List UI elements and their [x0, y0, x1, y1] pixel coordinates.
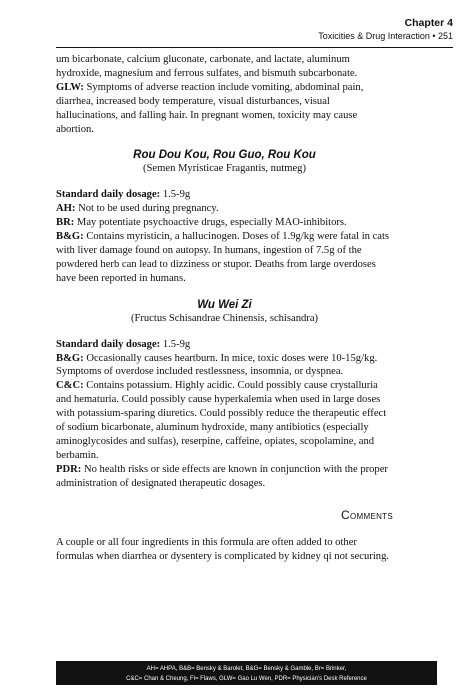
entry-label: C&C:: [56, 380, 84, 392]
entry-text: Occasionally causes heartburn. In mice, toxic doses were 10-15g/kg. Symptoms of overdose included restlessness, insomnia, or dyspnea.: [56, 352, 378, 378]
comments-paragraph: A couple or all four ingredients in this formula are often added to other formulas when diarrhea or dysentery is complicated by kidney qi not securing.: [56, 537, 390, 563]
section-title-schisandra: Wu Wei Zi: [197, 298, 252, 311]
entry-label: GLW:: [56, 81, 84, 93]
entry-label: B&G:: [56, 231, 84, 243]
entry-label: PDR:: [56, 463, 82, 475]
entry-label: Standard daily dosage:: [56, 338, 161, 350]
entry: [56, 216, 393, 230]
entry-label: AH:: [56, 203, 76, 215]
intro-paragraph: um bicarbonate, calcium gluconate, carbonate, and lactate, aluminum hydroxide, magnesium and ferrous sulfates, and bismuth subcarbonate.: [56, 54, 358, 79]
entry: [56, 463, 393, 491]
footer-line-1: AH= AHPA, B&B= Bensky & Barolet, B&G= Bensky & Gamble, Br= Brinker,: [146, 666, 347, 672]
section-subtitle-nutmeg: (Semen Myristicae Fragantis, nutmeg): [143, 163, 306, 175]
entry-text: Contains myristicin, a hallucinogen. Doses of 1.9g/kg were fatal in cats with liver damage found on autopsy. In humans, ingestion of 7.5g of the powdered herb can lead to dizziness or stupor. Deaths from large overdoses have been reported in humans.: [56, 231, 390, 284]
entry-text: 1.5-9g: [160, 338, 191, 350]
page-subtitle: Toxicities & Drug Interaction • 251: [318, 31, 453, 41]
entry: [56, 202, 393, 216]
entry-label: BR:: [56, 217, 75, 229]
entry: [56, 188, 393, 202]
header-rule: [56, 47, 453, 48]
entry-text: 1.5-9g: [160, 189, 191, 201]
entry: [56, 230, 393, 286]
entry-text: No health risks or side effects are known in conjunction with the proper administration of designated therapeutic dosages.: [56, 463, 388, 489]
intro-glw-entry: [56, 81, 393, 137]
page-body: [56, 53, 393, 564]
abbreviations-footer: [56, 661, 437, 685]
section-schisandra: [56, 338, 393, 491]
entry-text: Symptoms of adverse reaction include vomiting, abdominal pain, diarrhea, increased body temperature, visual disturbances, visual hallucinations, and falling hair. In pregnant women, toxicity may cause abortion.: [56, 81, 364, 135]
running-header: [318, 17, 453, 42]
entry-text: Not to be used during pregnancy.: [75, 203, 219, 215]
section-nutmeg: [56, 188, 393, 285]
entry-text: Contains potassium. Highly acidic. Could possibly cause crystalluria and hematuria. Could possibly cause hyperkalemia when used in large doses with potassium-sparing diuretics. Could possibly reduce the therapeutic effect of sodium bicarbonate, aluminum hydroxide, many antibiotics (especially aminoglycosides and sulfas), reserpine, caffeine, opiates, scopolamine, and berbamin.: [56, 380, 387, 461]
entry: [56, 352, 393, 380]
entry-label: Standard daily dosage:: [56, 189, 161, 201]
chapter-label: Chapter 4: [404, 17, 453, 29]
entry: [56, 379, 393, 462]
entry-label: B&G:: [56, 352, 84, 364]
comments-heading: Comments: [341, 507, 393, 522]
footer-line-2: C&C= Chan & Cheung, Fl= Flaws, GLW= Gao Lu Wen, PDR= Physician's Desk Reference: [126, 676, 367, 682]
entry-text: May potentiate psychoactive drugs, especially MAO-inhibitors.: [74, 217, 347, 229]
section-title-nutmeg: Rou Dou Kou, Rou Guo, Rou Kou: [133, 149, 316, 162]
entry: [56, 338, 393, 352]
section-subtitle-schisandra: (Fructus Schisandrae Chinensis, schisandra): [130, 312, 319, 324]
